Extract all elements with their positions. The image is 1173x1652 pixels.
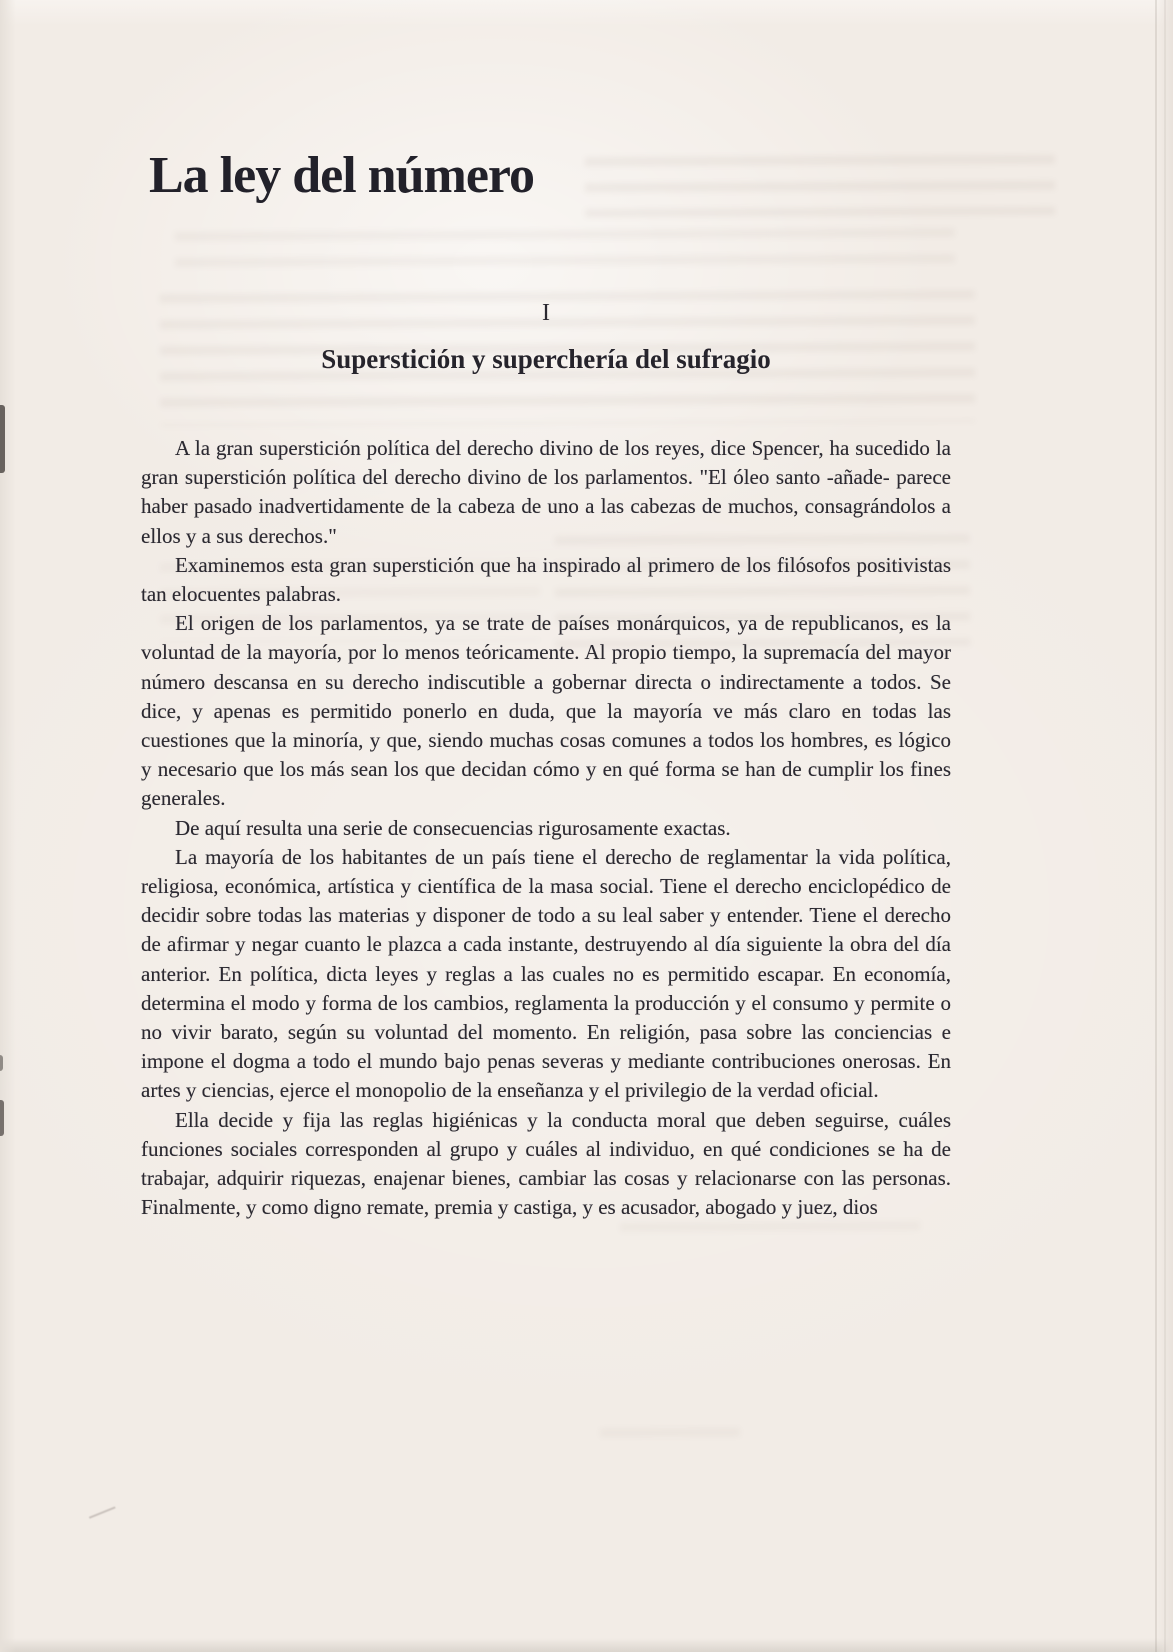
paragraph-6: Ella decide y fija las reglas higiénicas y la conducta moral que deben seguirse, cuáles funciones sociales corresponden al grupo y cuáles al individuo, en qué condiciones se ha de trabajar, adquirir riquezas, enajenar bienes, cambiar las cosas y relacionarse con las personas. Finalmente, y como digno remate, premia y castiga, y es acusador, abogado y juez, dios [141,1107,951,1220]
scan-edge-mark [0,1055,3,1071]
bleedthrough-ghost-text [600,1428,740,1441]
bleedthrough-ghost-text [620,1221,920,1237]
page-crease [1155,0,1157,1652]
paragraph-5: La mayoría de los habitantes de un país tiene el derecho de reglamentar la vida política, religiosa, económica, artística y científica de la masa social. Tiene el derecho enciclopédico de decidir sobre todas las materias y disponer de todo a su leal saber y entender. Tiene el derecho de afirmar y negar cuanto le plazca a cada instante, destruyendo al día siguiente la obra del día anterior. En política, dicta leyes y reglas a las cuales no es permitido escapar. En economía, determina el modo y forma de los cambios, reglamenta la producción y el consumo y permite o no vivir barato, según su voluntad del momento. En religión, pasa sobre las conciencias e impone el dogma a todo el mundo bajo penas severas y mediante contribuciones onerosas. En artes y ciencias, ejerce el monopolio de la enseñanza y el privilegio de la verdad oficial. [141,844,951,1103]
scan-edge-mark [0,405,5,473]
pencil-mark [84,1495,115,1518]
paragraph-4: De aquí resulta una serie de consecuencias rigurosamente exactas. [175,815,731,840]
section-heading: Superstición y superchería del sufragio [321,344,771,374]
paragraph-1: A la gran superstición política del derecho divino de los reyes, dice Spencer, ha sucedido la gran superstición política del derecho divino de los parlamentos. "El óleo santo -añade- parece haber pasado inadvertidamente de la cabeza de uno a las cabezas de muchos, consagrándolos a ellos y a sus derechos." [141,436,951,548]
scan-edge-mark [0,1100,4,1136]
body-text [141,434,951,1222]
bleedthrough-ghost-text [175,228,955,282]
chapter-numeral: I [542,300,550,326]
page-crease [1164,0,1166,1652]
bleedthrough-ghost-text [585,155,1055,217]
page-title: La ley del número [149,147,535,204]
paragraph-2: Examinemos esta gran superstición que ha inspirado al primero de los filósofos positivistas tan elocuentes palabras. [141,552,951,607]
paragraph-3: El origen de los parlamentos, ya se trate de países monárquicos, ya de republicanos, es la voluntad de la mayoría, por lo menos teóricamente. Al propio tiempo, la supremacía del mayor número descansa en su derecho indiscutible a gobernar directa o indirectamente a todos. Se dice, y apenas es permitido ponerlo en duda, que la mayoría ve más claro en todas las cuestiones que la minoría, y que, siendo muchas cosas comunes a todos los hombres, es lógico y necesario que los más sean los que decidan cómo y en qué forma se han de cumplir los fines generales. [141,611,951,811]
